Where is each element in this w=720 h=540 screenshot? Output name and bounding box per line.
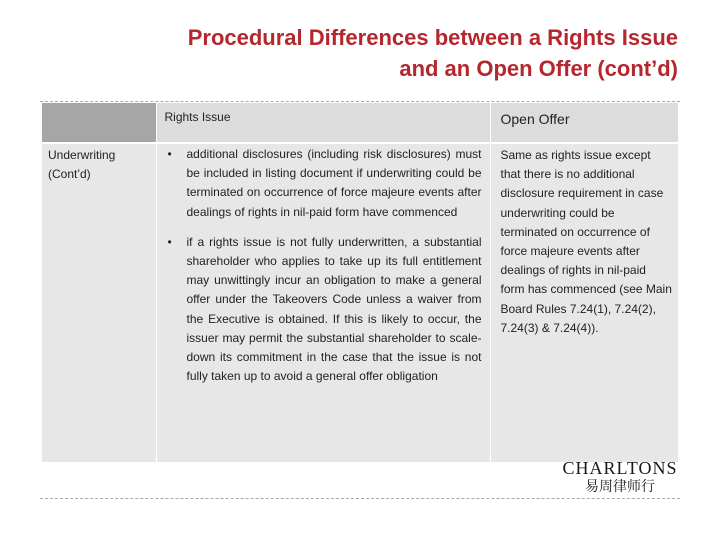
table-header-row bbox=[42, 103, 678, 143]
comparison-table bbox=[42, 103, 678, 462]
rights-issue-cell bbox=[156, 143, 490, 462]
rights-point-text: additional disclosures (including risk disclosures) must be included in listing document if underwriting could be terminated on occurrence of force majeure events after dealings of rights in nil-paid form have commenced bbox=[186, 147, 482, 219]
rights-point-text: if a rights issue is not fully underwritten, a substantial shareholder who applies to take up its full entitlement may unwittingly incur an obligation to make a general offer under the Takeovers Code unless a waiver from the Executive is obtained. If this is likely to occur, the issuer may permit the substantial shareholder to scale-down its commitment in the case that the issue is not fully taken up to avoid a general offer obligation bbox=[186, 234, 482, 384]
open-offer-cell: Same as rights issue except that there is no additional disclosure requirement in case underwriting could be terminated on occurrence of force majeure events after dealings of rights in nil-paid form has commenced (see Main Board Rules 7.24(1), 7.24(2), 7.24(3) & 7.24(4)). bbox=[490, 143, 678, 462]
rights-issue-points bbox=[157, 144, 490, 386]
list-item bbox=[163, 145, 482, 222]
bottom-divider bbox=[40, 498, 680, 499]
logo-chinese-name: 易周律师行 bbox=[585, 479, 655, 495]
header-rights-issue: Rights Issue bbox=[156, 103, 490, 143]
header-open-offer: Open Offer bbox=[490, 103, 678, 143]
row-label-underwriting: Underwriting (Cont’d) bbox=[42, 143, 156, 462]
slide-title-line-1: Procedural Differences between a Rights Issue bbox=[187, 25, 678, 50]
charltons-logo bbox=[560, 458, 680, 496]
bullet-glyph: • bbox=[167, 147, 172, 161]
list-item bbox=[163, 233, 482, 387]
header-label-cell bbox=[42, 103, 156, 143]
logo-name: CHARLTONS bbox=[562, 458, 678, 478]
slide-title bbox=[188, 22, 678, 84]
slide-title-line-2: and an Open Offer (cont’d) bbox=[399, 56, 678, 81]
bullet-glyph: • bbox=[167, 234, 172, 249]
top-divider bbox=[40, 101, 680, 102]
table-row bbox=[42, 143, 678, 462]
